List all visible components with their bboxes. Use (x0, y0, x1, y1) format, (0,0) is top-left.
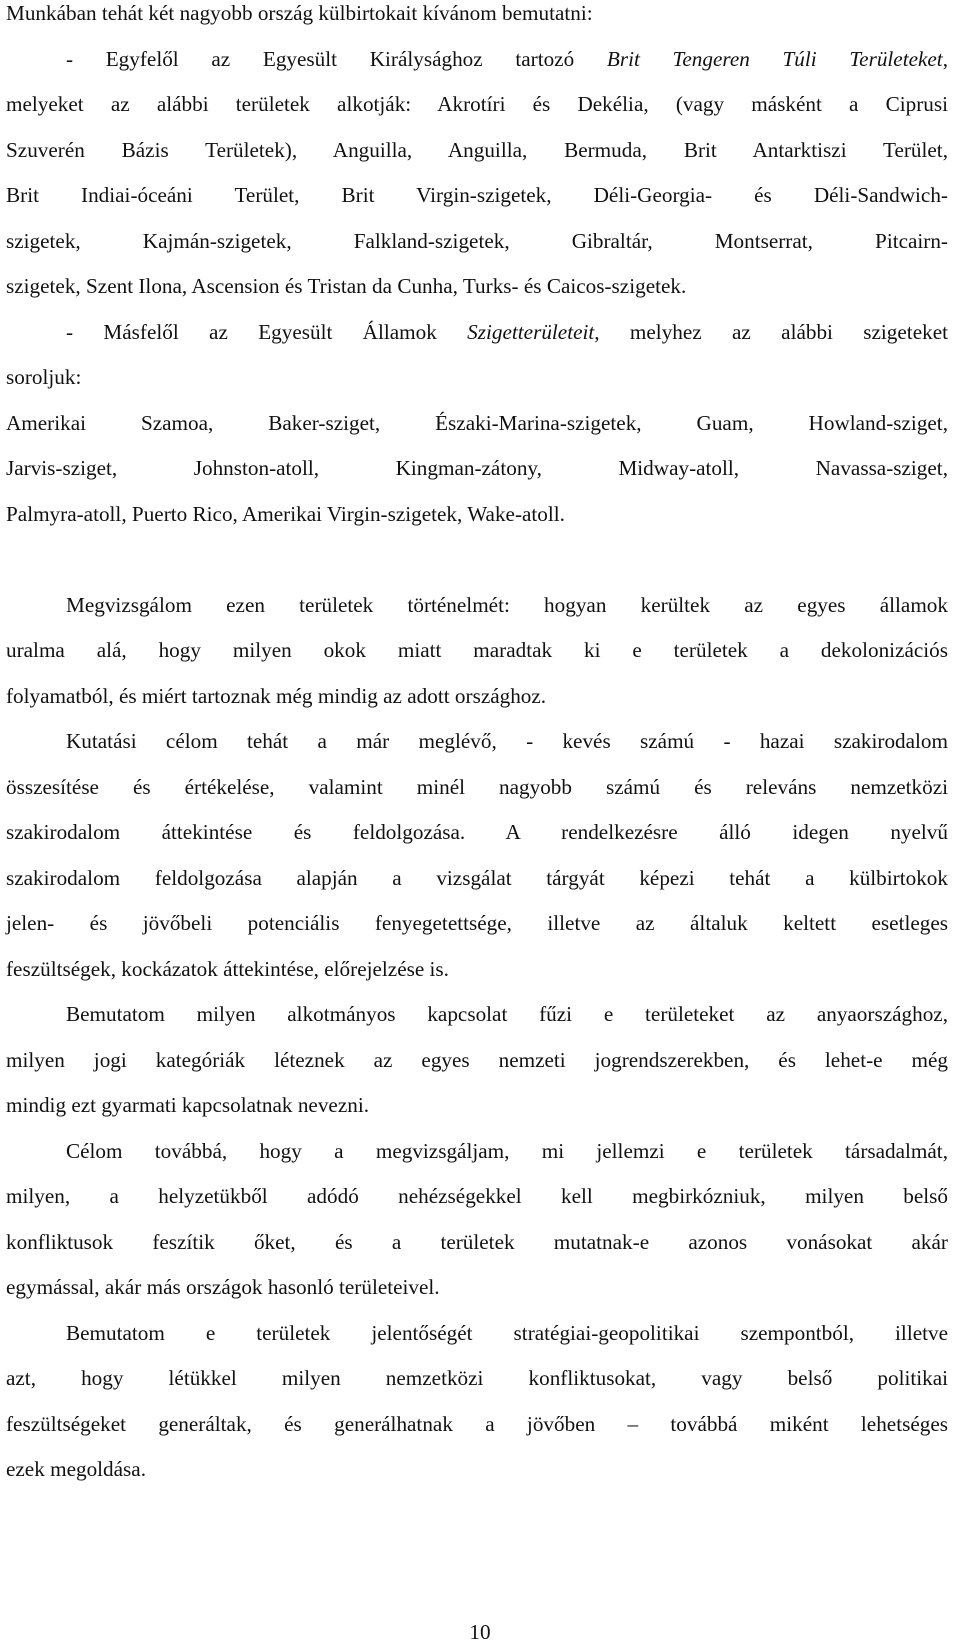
paragraph-line: mindig ezt gyarmati kapcsolatnak nevezni. (6, 1093, 370, 1117)
paragraph-line: egymással, akár más országok hasonló területeivel. (6, 1275, 440, 1299)
paragraph-line: jelen- és jövőbeli potenciális fenyegetettsége, illetve az általuk keltett esetleges (6, 911, 948, 935)
paragraph-line: ezek megoldása. (6, 1457, 147, 1481)
uk-territories-line: melyeket az alábbi területek alkotják: Akrotíri és Dekélia, (vagy másként a Ciprusi (6, 92, 948, 116)
us-territories-line: Palmyra-atoll, Puerto Rico, Amerikai Virgin-szigetek, Wake-atoll. (6, 502, 565, 526)
uk-territories-line: Brit Indiai-óceáni Terület, Brit Virgin-szigetek, Déli-Georgia- és Déli-Sandwich- (6, 183, 948, 207)
uk-territories-heading: - Egyfelől az Egyesült Királysághoz tartozó Brit Tengeren Túli Területeket, (66, 47, 948, 71)
us-territories-line: Amerikai Szamoa, Baker-sziget, Északi-Marina-szigetek, Guam, Howland-sziget, (6, 411, 948, 435)
paragraph-line: konfliktusok feszítik őket, és a területek mutatnak-e azonos vonásokat akár (6, 1230, 948, 1254)
us-territories-heading: - Másfelől az Egyesült Államok Szigetterületeit, melyhez az alábbi szigeteket (66, 320, 948, 344)
paragraph-line: feszültségek, kockázatok áttekintése, előrejelzése is. (6, 957, 449, 981)
uk-territories-line: szigetek, Szent Ilona, Ascension és Tristan da Cunha, Turks- és Caicos-szigetek. (6, 274, 687, 298)
paragraph-line: összesítése és értékelése, valamint minél nagyobb számú és releváns nemzetközi (6, 775, 948, 799)
paragraph-line: milyen, a helyzetükből adódó nehézségekkel kell megbirkózniuk, milyen belső (6, 1184, 948, 1208)
uk-territories-line: Szuverén Bázis Területek), Anguilla, Anguilla, Bermuda, Brit Antarktiszi Terület, (6, 138, 948, 162)
page-number: 10 (469, 1620, 491, 1644)
us-territories-line: Jarvis-sziget, Johnston-atoll, Kingman-zátony, Midway-atoll, Navassa-sziget, (6, 456, 948, 480)
intro-line: Munkában tehát két nagyobb ország külbirtokait kívánom bemutatni: (6, 1, 593, 25)
paragraph-line: azt, hogy létükkel milyen nemzetközi konfliktusokat, vagy belső politikai (6, 1366, 948, 1390)
us-territories-term: Szigetterületeit (467, 320, 595, 344)
uk-territories-line: szigetek, Kajmán-szigetek, Falkland-szigetek, Gibraltár, Montserrat, Pitcairn- (6, 229, 948, 253)
paragraph-line: szakirodalom feldolgozása alapján a vizsgálat tárgyát képezi tehát a külbirtokok (6, 866, 948, 890)
paragraph-line: szakirodalom áttekintése és feldolgozása. A rendelkezésre álló idegen nyelvű (6, 820, 948, 844)
paragraph-line: feszültségeket generáltak, és generálhatnak a jövőben – továbbá miként lehetséges (6, 1412, 948, 1436)
paragraph-line: Megvizsgálom ezen területek történelmét: hogyan kerültek az egyes államok (66, 593, 948, 617)
us-territories-line: soroljuk: (6, 365, 82, 389)
paragraph-line: folyamatból, és miért tartoznak még mindig az adott országhoz. (6, 684, 547, 708)
paragraph-line: Célom továbbá, hogy a megvizsgáljam, mi jellemzi e területek társadalmát, (66, 1139, 948, 1163)
paragraph-line: Bemutatom milyen alkotmányos kapcsolat fűzi e területeket az anyaországhoz, (66, 1002, 948, 1026)
paragraph-line: milyen jogi kategóriák léteznek az egyes nemzeti jogrendszerekben, és lehet-e még (6, 1048, 948, 1072)
paragraph-line: Kutatási célom tehát a már meglévő, - kevés számú - hazai szakirodalom (66, 729, 948, 753)
paragraph-line: uralma alá, hogy milyen okok miatt maradtak ki e területek a dekolonizációs (6, 638, 948, 662)
uk-territories-term: Brit Tengeren Túli Területeket (606, 47, 943, 71)
paragraph-line: Bemutatom e területek jelentőségét stratégiai-geopolitikai szempontból, illetve (66, 1321, 948, 1345)
